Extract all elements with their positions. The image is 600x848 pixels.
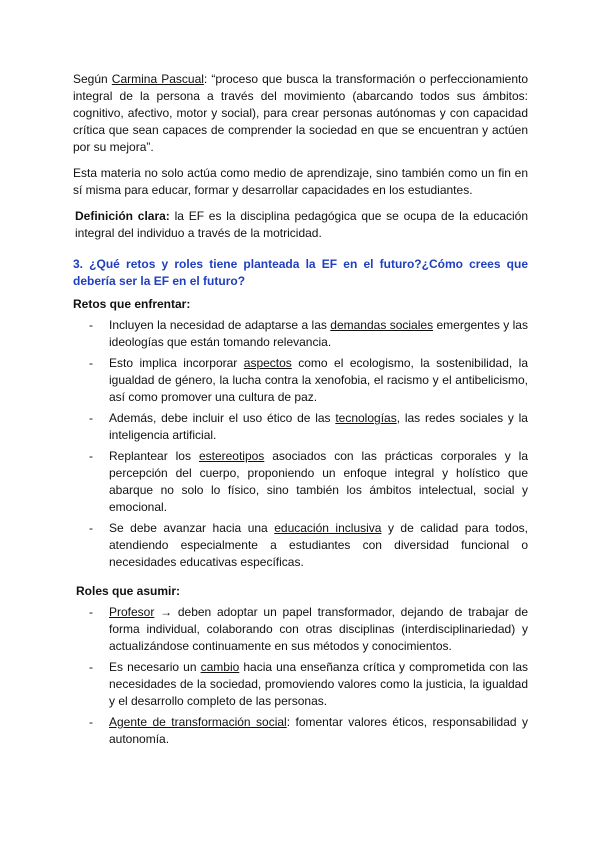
retos-heading: Retos que enfrentar: bbox=[73, 297, 191, 311]
intro-paragraph-1 bbox=[73, 71, 528, 156]
bullet-dash: - bbox=[89, 318, 93, 332]
bullet-dash: - bbox=[89, 356, 93, 370]
carmina-pascual-reference: Carmina Pascual bbox=[111, 72, 204, 86]
intro-p1-quote: : “proceso que busca la transformación o perfeccionamiento integral de la persona a través del movimiento (abarcando todos sus ámbitos: cognitivo, afectivo, motor y social), para crear personas autónomas y con capacidad crítica que sean capaces de comprender la sociedad en que se encuentran y actúen por su mejora”. bbox=[73, 72, 528, 154]
item-underlined-term: Profesor bbox=[109, 605, 155, 619]
list-item bbox=[73, 355, 528, 406]
list-item bbox=[73, 604, 528, 655]
item-underlined-term: cambio bbox=[200, 660, 240, 674]
item-underlined-term: aspectos bbox=[243, 356, 292, 370]
list-item bbox=[73, 520, 528, 571]
item-text-pre: Incluyen la necesidad de adaptarse a las bbox=[109, 318, 331, 332]
item-text-post: emergentes y las ideologías que están tomando relevancia. bbox=[109, 318, 528, 349]
bullet-dash: - bbox=[89, 411, 93, 425]
item-text-post: hacia una enseñanza crítica y comprometida con las necesidades de la sociedad, promoviendo valores como la justicia, la igualdad y el desarrollo completo de las personas. bbox=[109, 660, 528, 708]
roles-list bbox=[73, 604, 528, 748]
definition-label: Definición clara: bbox=[75, 209, 170, 223]
bullet-dash: - bbox=[89, 605, 93, 619]
list-item bbox=[73, 448, 528, 516]
item-underlined-term: educación inclusiva bbox=[274, 521, 382, 535]
intro-p1-prefix: Según bbox=[73, 72, 112, 86]
list-item bbox=[73, 317, 528, 351]
list-item bbox=[73, 410, 528, 444]
definition-text: la EF es la disciplina pedagógica que se ocupa de la educación integral del individuo a través de la motricidad. bbox=[75, 209, 529, 240]
item-text-post: : fomentar valores éticos, responsabilidad y autonomía. bbox=[109, 715, 528, 746]
definition-paragraph bbox=[73, 208, 528, 242]
roles-heading: Roles que asumir: bbox=[76, 584, 181, 598]
item-underlined-term: tecnologías bbox=[335, 411, 397, 425]
item-underlined-term: Agente de transformación social bbox=[109, 715, 287, 729]
bullet-dash: - bbox=[89, 660, 93, 674]
item-underlined-term: estereotipos bbox=[198, 449, 265, 463]
item-underlined-term: demandas sociales bbox=[330, 318, 434, 332]
item-text-pre: Replantear los bbox=[109, 449, 199, 463]
item-text-pre: Además, debe incluir el uso ético de las bbox=[109, 411, 336, 425]
item-text-pre: Esto implica incorporar bbox=[109, 356, 244, 370]
bullet-dash: - bbox=[89, 449, 93, 463]
item-text-post: , las redes sociales y la inteligencia artificial. bbox=[109, 411, 528, 442]
question-3-heading: 3. ¿Qué retos y roles tiene planteada la EF en el futuro?¿Cómo crees que debería ser la EF en el futuro? bbox=[73, 257, 528, 288]
item-text-post: como el ecologismo, la sostenibilidad, la igualdad de género, la lucha contra la xenofobia, el racismo y el antibelicismo, así como promover una cultura de paz. bbox=[109, 356, 528, 404]
item-text-pre: Se debe avanzar hacia una bbox=[109, 521, 275, 535]
document-content bbox=[73, 71, 528, 756]
item-text-post: y de calidad para todos, atendiendo especialmente a estudiantes con diversidad funcional o necesidades educativas específicas. bbox=[109, 521, 528, 569]
list-item bbox=[73, 659, 528, 710]
list-item bbox=[73, 714, 528, 748]
item-text-post: → deben adoptar un papel transformador, dejando de trabajar de forma individual, colaborando con otras disciplinas (interdisciplinariedad) y actualizándose continuamente en sus métodos y conocimientos. bbox=[109, 605, 528, 653]
bullet-dash: - bbox=[89, 521, 93, 535]
retos-list bbox=[73, 317, 528, 571]
item-text-post: asociados con las prácticas corporales y la percepción del cuerpo, proponiendo un enfoque integral y holístico que abarque no solo lo físico, sino también los ámbitos intelectual, social y emocional. bbox=[109, 449, 528, 514]
bullet-dash: - bbox=[89, 715, 93, 729]
intro-paragraph-2: Esta materia no solo actúa como medio de aprendizaje, sino también como un fin en sí misma para educar, formar y desarrollar capacidades en los estudiantes. bbox=[73, 166, 528, 197]
item-text-pre: Es necesario un bbox=[109, 660, 201, 674]
